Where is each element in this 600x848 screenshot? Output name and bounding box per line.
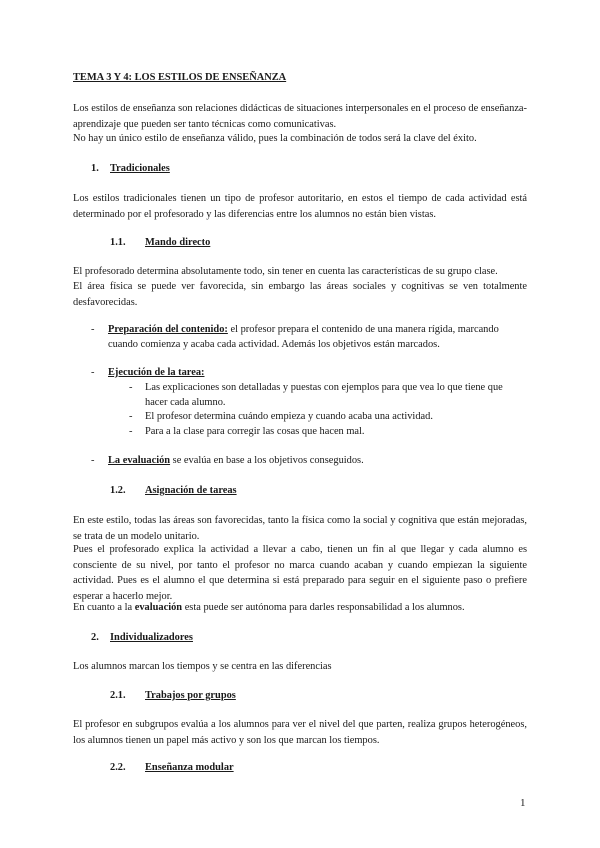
intro-paragraph-2: No hay un único estilo de enseñanza válido, pues la combinación de todos será la clave del éxito. xyxy=(73,133,477,144)
heading-title: Mando directo xyxy=(145,237,211,248)
section-2-paragraph: Los alumnos marcan los tiempos y se centra en las diferencias xyxy=(73,661,332,672)
sub-bullet-dash: - xyxy=(129,426,133,437)
heading-number: 1. xyxy=(91,163,99,174)
heading-title: Trabajos por grupos xyxy=(145,690,236,701)
bold-term: evaluación xyxy=(134,602,183,613)
section-2-1-paragraph: El profesor en subgrupos evalúa a los alumnos para ver el nivel del que parten, realiza grupos heterogéneos, los alumnos tienen un papel más activo y son los que marcan los tiempos. xyxy=(73,719,527,746)
text-run: esta puede ser autónoma para darles responsabilidad a los alumnos. xyxy=(182,602,465,613)
heading-title: Enseñanza modular xyxy=(145,762,234,773)
heading-number: 1.2. xyxy=(110,485,126,496)
bullet-preparacion xyxy=(108,322,527,352)
intro-paragraph-1: Los estilos de enseñanza son relaciones didácticas de situaciones interpersonales en el proceso de enseñanza-aprendizaje que pueden ser tanto técnicas como comunicativas. xyxy=(73,103,527,130)
section-1-1-paragraph-1: El profesorado determina absolutamente todo, sin tener en cuenta las características de su grupo clase. xyxy=(73,266,498,277)
sub-bullet-dash: - xyxy=(129,382,133,393)
heading-number: 2.1. xyxy=(110,690,126,701)
section-1-2-paragraph-1: En este estilo, todas las áreas son favorecidas, tanto la física como la social y cognitiva que están mejoradas, se trata de un modelo unitario. xyxy=(73,515,527,542)
heading-title: Tradicionales xyxy=(110,163,170,174)
bullet-text: el profesor prepara el contenido de una manera rígida, marcando cuando comienza y acaba cada actividad. Además los objetivos están marcados. xyxy=(108,324,499,350)
sub-bullet-dash: - xyxy=(129,411,133,422)
text-run: En cuanto a la xyxy=(73,602,135,613)
section-1-paragraph: Los estilos tradicionales tienen un tipo de profesor autoritario, en estos el tiempo de cada actividad está determinado por el profesorado y las diferencias entre los alumnos no están bien vistas. xyxy=(73,193,527,220)
bullet-evaluacion xyxy=(108,453,527,468)
section-1-2-paragraph-2: Pues el profesorado explica la actividad a llevar a cabo, tienen un fin al que llegar y cada alumno es consciente de su nivel, por tanto el profesor no marca cuando acaban y cuando empiezan la siguiente actividad. Pues es el alumno el que determina si está preparado para seguir en el siguiente paso o prefiere esperar a hacerlo mejor. xyxy=(73,544,527,602)
heading-title: Asignación de tareas xyxy=(145,485,237,496)
sub-bullet-3: Para a la clase para corregir las cosas que hacen mal. xyxy=(145,426,365,437)
bullet-dash: - xyxy=(91,324,95,335)
heading-number: 2.2. xyxy=(110,762,126,773)
bullet-dash: - xyxy=(91,367,95,378)
section-1-2-paragraph-3 xyxy=(73,600,527,616)
heading-number: 2. xyxy=(91,632,99,643)
sub-bullet-1: Las explicaciones son detalladas y puestas con ejemplos para que vea lo que tiene que hacer cada alumno. xyxy=(145,382,503,408)
bullet-text: se evalúa en base a los objetivos conseguidos. xyxy=(170,455,364,466)
heading-number: 1.1. xyxy=(110,237,126,248)
document-title: TEMA 3 Y 4: LOS ESTILOS DE ENSEÑANZA xyxy=(73,72,287,83)
bullet-dash: - xyxy=(91,455,95,466)
bullet-label: La evaluación xyxy=(108,455,171,466)
bullet-ejecucion-label: Ejecución de la tarea: xyxy=(108,367,205,378)
page-number: 1 xyxy=(520,797,526,809)
bullet-label: Preparación del contenido: xyxy=(108,324,228,335)
sub-bullet-2: El profesor determina cuándo empieza y cuando acaba una actividad. xyxy=(145,411,433,422)
heading-title: Individualizadores xyxy=(110,632,193,643)
section-1-1-paragraph-2: El área física se puede ver favorecida, sin embargo las áreas sociales y cognitivas se ven totalmente desfavorecidas. xyxy=(73,281,527,308)
